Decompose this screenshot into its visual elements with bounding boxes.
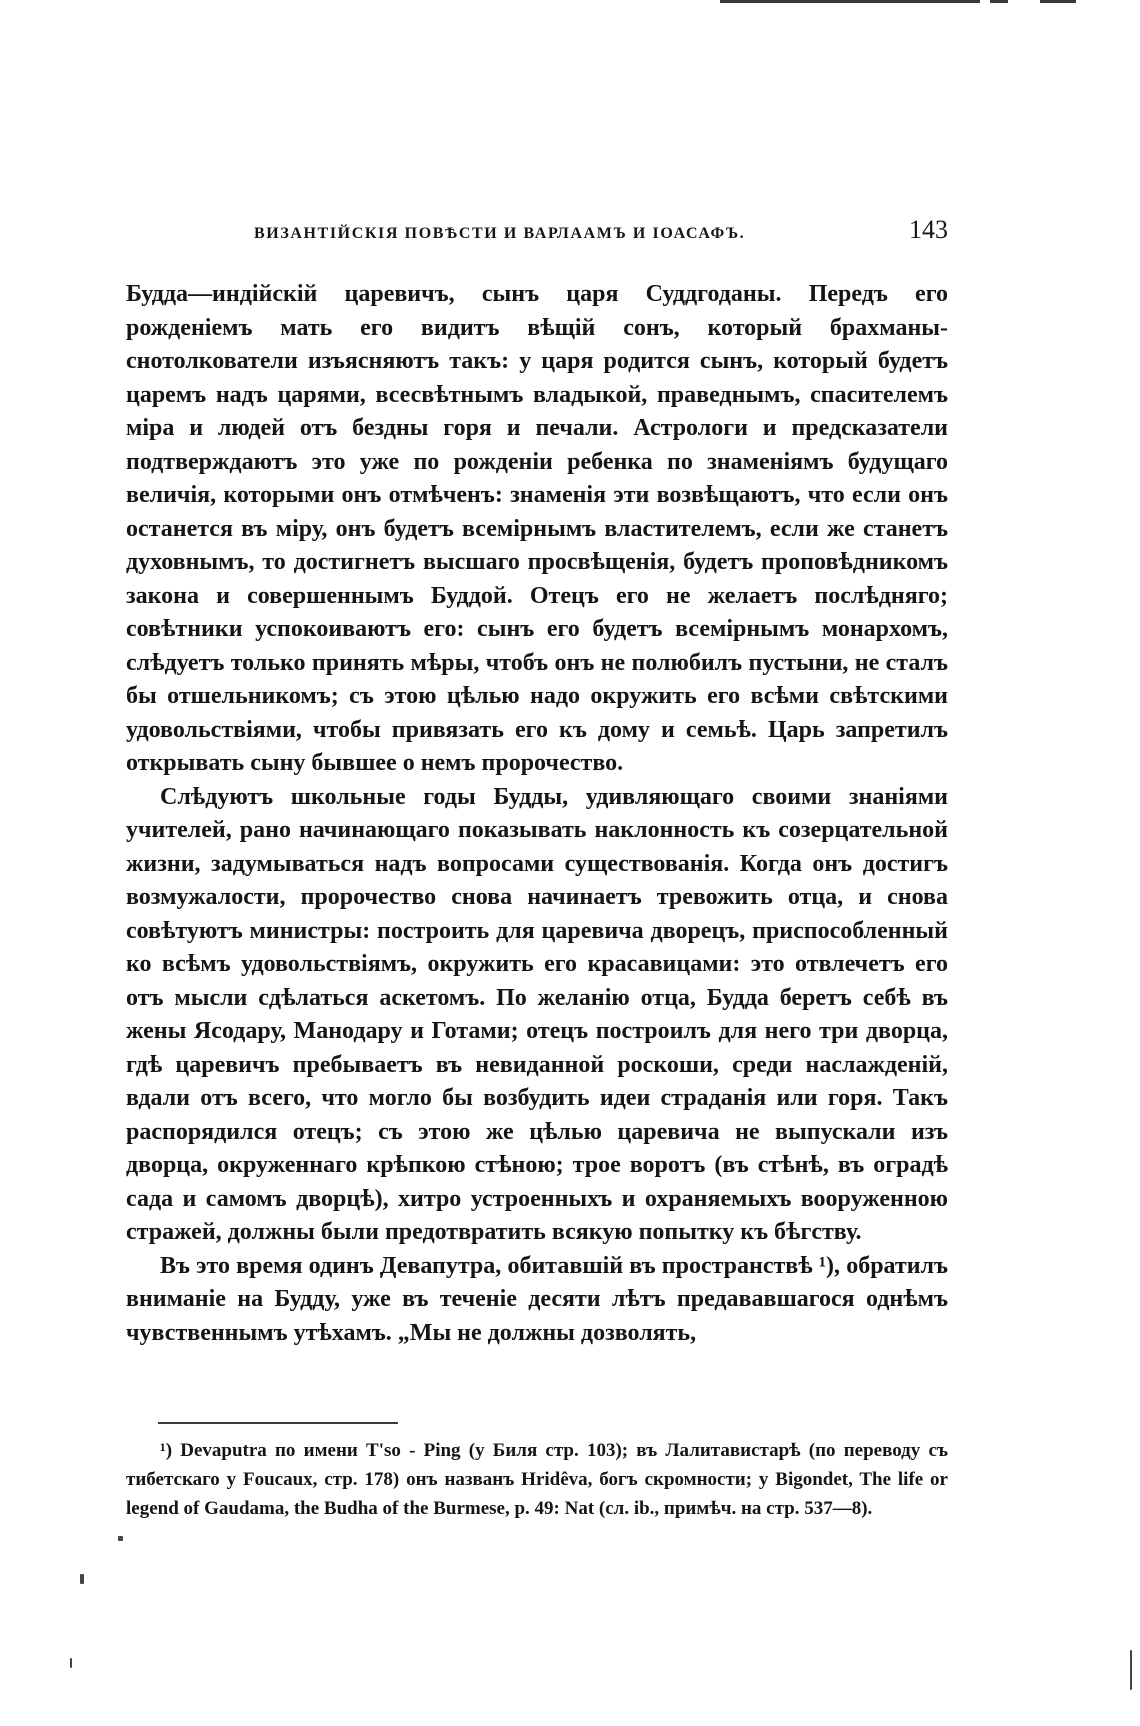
top-edge-rule-dash [1040, 0, 1076, 3]
running-title: ВИЗАНТІЙСКІЯ ПОВѢСТИ И ВАРЛААМЪ И ІОАСАФЪ. [254, 225, 746, 242]
paragraph: Слѣдуютъ школьные годы Будды, удивляющаго своими знаніями учителей, рано начинающаго показывать наклонность къ созерцательной жизни, задумываться надъ вопросами существованія. Когда онъ достигъ возмужалости, пророчество снова начинаетъ тревожить отца, и снова совѣтуютъ министры: построить для царевича дворецъ, приспособленный ко всѣмъ удовольствіямъ, окружить его красавицами: это отвлечетъ его отъ мысли сдѣлаться аскетомъ. По желанію отца, Будда беретъ себѣ въ жены Ясодару, Манодару и Готами; отецъ построилъ для него три дворца, гдѣ царевичъ пребываетъ въ невиданной роскоши, среди наслажденій, вдали отъ всего, что могло бы возбудить идеи страданія или горя. Такъ распорядился отецъ; съ этою же цѣлью царевича не выпускали изъ дворца, окруженнаго крѣпкою стѣною; трое воротъ (въ стѣнѣ, въ оградѣ сада и самомъ дворцѣ), хитро устроенныхъ и охраняемыхъ вооруженною стражей, должны были предотвратить всякую попытку къ бѣгству. [126, 783, 948, 1245]
footnote-separator [158, 1422, 398, 1424]
page-header [254, 215, 948, 255]
top-edge-rule [720, 0, 980, 3]
top-edge-rule-dash [990, 0, 1008, 3]
body-text [126, 278, 948, 1350]
scan-speck [118, 1536, 123, 1541]
scan-speck [80, 1574, 84, 1584]
footnote: ¹) Devaputra по имени T'so - Ping (у Биля стр. 103); въ Лалитавистарѣ (по переводу съ тибетскаго у Foucaux, стр. 178) онъ названъ Hridêva, богъ скромности; у Bigondet, The life or legend of Gaudama, the Budha of the Burmese, p. 49: Nat (сл. ib., примѣч. на стр. 537—8). [126, 1440, 948, 1519]
scan-speck [1130, 1650, 1132, 1690]
paragraph: Въ это время одинъ Девапутра, обитавшій въ пространствѣ ¹), обратилъ вниманіе на Будду, уже въ теченіе десяти лѣтъ предававшагося однѣмъ чувственнымъ утѣхамъ. „Мы не должны дозволять, [126, 1252, 948, 1346]
paragraph: Будда—индійскій царевичъ, сынъ царя Суддгоданы. Передъ его рожденіемъ мать его видитъ вѣщій сонъ, который брахманы-снотолкователи изъясняютъ такъ: у царя родится сынъ, который будетъ царемъ надъ царями, всесвѣтнымъ владыкой, праведнымъ, спасителемъ міра и людей отъ бездны горя и печали. Астрологи и предсказатели подтверждаютъ это уже по рожденіи ребенка по знаменіямъ будущаго величія, которыми онъ отмѣченъ: знаменія эти возвѣщаютъ, что если онъ останется въ міру, онъ будетъ всемірнымъ властителемъ, если же станетъ духовнымъ, то достигнетъ высшаго просвѣщенія, будетъ проповѣдникомъ закона и совершеннымъ Буддой. Отецъ его не желаетъ послѣдняго; совѣтники успокоиваютъ его: сынъ его будетъ всемірнымъ монархомъ, слѣдуетъ только принять мѣры, чтобъ онъ не полюбилъ пустыни, не сталъ бы отшельникомъ; съ этою цѣлью надо окружить его всѣми свѣтскими удовольствіями, чтобы привязать его къ дому и семьѣ. Царь запретилъ открывать сыну бывшее о немъ пророчество. [126, 281, 948, 776]
page-number: 143 [909, 215, 948, 244]
scan-speck [70, 1658, 72, 1668]
